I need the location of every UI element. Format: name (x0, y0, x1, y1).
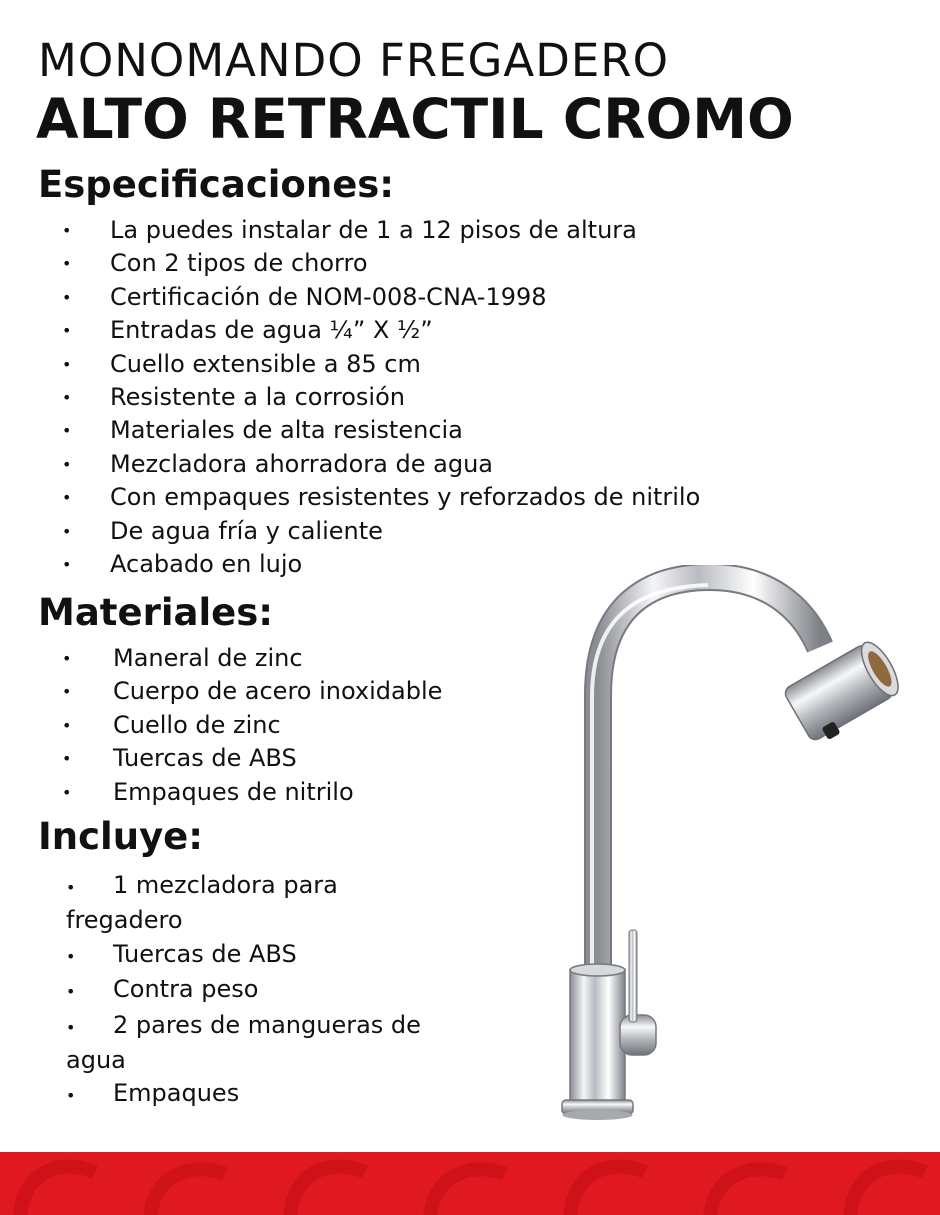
kitchen-faucet-icon (540, 565, 910, 1130)
list-item: • Acabado en lujo (62, 548, 700, 581)
brand-pattern-icon (0, 1152, 940, 1215)
bullet-icon: • (62, 221, 72, 240)
bullet-icon: • (62, 321, 72, 341)
list-item: • 2 pares de mangueras de agua (66, 1010, 421, 1075)
list-item: • Mezcladora ahorradora de agua (62, 448, 700, 481)
list-item: • Con empaques resistentes y reforzados de nitrilo (62, 481, 700, 514)
bullet-icon: • (66, 878, 76, 897)
product-title-line2: ALTO RETRACTIL CROMO (36, 87, 794, 151)
footer-band (0, 1152, 940, 1215)
list-item: • De agua fría y caliente (62, 515, 700, 548)
materiales-heading: Materiales: (38, 591, 274, 634)
list-item: • Maneral de zinc (62, 642, 442, 675)
list-item: • Contra peso (66, 973, 486, 1008)
bullet-icon: • (66, 1017, 76, 1037)
list-item: • Materiales de alta resistencia (62, 414, 700, 447)
list-item: • Tuercas de ABS (62, 742, 442, 775)
incluye-list (66, 869, 486, 1113)
list-item: • Tuercas de ABS (66, 938, 486, 973)
bullet-icon: • (62, 254, 72, 274)
bullet-icon: • (66, 1086, 76, 1106)
list-item: • Empaques de nitrilo (62, 776, 442, 809)
bullet-icon: • (62, 749, 72, 769)
materiales-list (62, 642, 442, 809)
bullet-icon: • (62, 555, 72, 575)
list-item: • 1 mezcladora para fregadero (66, 871, 338, 935)
bullet-icon: • (66, 946, 76, 966)
bullet-icon: • (62, 521, 72, 541)
bullet-icon: • (62, 682, 72, 702)
bullet-icon: • (62, 454, 72, 474)
list-item: • Resistente a la corrosión (62, 381, 700, 414)
bullet-icon: • (62, 649, 72, 668)
list-item: • La puedes instalar de 1 a 12 pisos de altura (62, 214, 700, 247)
bullet-icon: • (62, 354, 72, 374)
bullet-icon: • (62, 421, 72, 441)
especificaciones-heading: Especificaciones: (38, 163, 395, 206)
list-item: • Entradas de agua ¼” X ½” (62, 314, 700, 347)
bullet-icon: • (66, 982, 76, 1002)
list-item: • Con 2 tipos de chorro (62, 247, 700, 280)
bullet-icon: • (62, 488, 72, 508)
especificaciones-list (62, 214, 700, 581)
bullet-icon: • (62, 287, 72, 307)
product-title-line1: MONOMANDO FREGADERO (38, 34, 669, 87)
bullet-icon: • (62, 715, 72, 735)
list-item: • Cuerpo de acero inoxidable (62, 675, 442, 708)
list-item: • Certificación de NOM-008-CNA-1998 (62, 281, 700, 314)
bullet-icon: • (62, 388, 72, 408)
list-item: • Empaques (66, 1077, 486, 1112)
list-item: • Cuello de zinc (62, 709, 442, 742)
bullet-icon: • (62, 782, 72, 802)
incluye-heading: Incluye: (38, 815, 204, 858)
list-item: • Cuello extensible a 85 cm (62, 348, 700, 381)
